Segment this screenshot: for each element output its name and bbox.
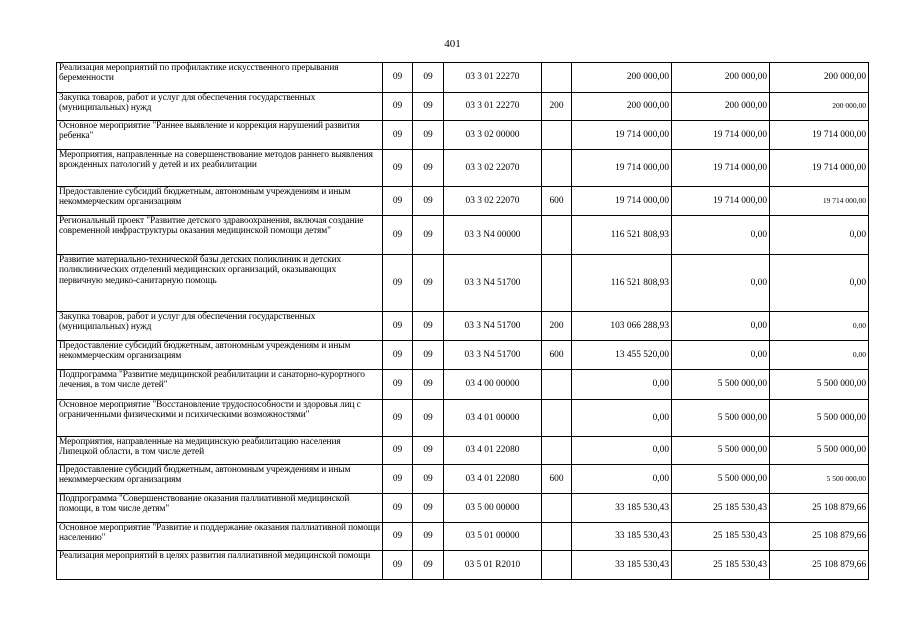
subsection-code-cell: 09 — [413, 150, 444, 187]
row-name-cell: Закупка товаров, работ и услуг для обеспечения государственных (муниципальных) нужд — [57, 312, 383, 341]
amount-year1-cell: 19 714 000,00 — [572, 150, 672, 187]
section-code-cell: 09 — [383, 216, 413, 255]
expense-type-cell: 600 — [542, 341, 572, 370]
subsection-code-cell: 09 — [413, 63, 444, 93]
amount-year1-cell: 116 521 808,93 — [572, 255, 672, 312]
amount-year1-cell: 0,00 — [572, 437, 672, 465]
subsection-code-cell: 09 — [413, 437, 444, 465]
section-code-cell: 09 — [383, 551, 413, 580]
expense-type-cell: 600 — [542, 465, 572, 494]
row-name-cell: Мероприятия, направленные на медицинскую реабилитацию населения Липецкой области, в том числе детей — [57, 437, 383, 465]
amount-year2-cell: 5 500 000,00 — [672, 465, 770, 494]
target-article-cell: 03 5 00 00000 — [444, 494, 542, 523]
amount-year2-cell: 19 714 000,00 — [672, 187, 770, 216]
target-article-cell: 03 4 01 22080 — [444, 465, 542, 494]
amount-year2-cell: 200 000,00 — [672, 93, 770, 121]
budget-table — [56, 62, 869, 580]
section-code-cell: 09 — [383, 121, 413, 150]
section-code-cell: 09 — [383, 93, 413, 121]
amount-year1-cell: 19 714 000,00 — [572, 121, 672, 150]
amount-year1-cell: 0,00 — [572, 400, 672, 437]
target-article-cell: 03 3 02 00000 — [444, 121, 542, 150]
subsection-code-cell: 09 — [413, 93, 444, 121]
expense-type-cell — [542, 216, 572, 255]
row-name-cell: Подпрограмма "Развитие медицинской реабилитации и санаторно-курортного лечения, в том числе детей" — [57, 370, 383, 400]
section-code-cell: 09 — [383, 63, 413, 93]
subsection-code-cell: 09 — [413, 255, 444, 312]
row-name-cell: Основное мероприятие "Развитие и поддержание оказания паллиативной помощи населению" — [57, 523, 383, 551]
subsection-code-cell: 09 — [413, 121, 444, 150]
expense-type-cell: 200 — [542, 93, 572, 121]
table-row — [57, 494, 869, 523]
table-row — [57, 63, 869, 93]
subsection-code-cell: 09 — [413, 370, 444, 400]
row-name-cell: Реализация мероприятий в целях развития паллиативной медицинской помощи — [57, 551, 383, 580]
amount-year1-cell: 116 521 808,93 — [572, 216, 672, 255]
table-row — [57, 370, 869, 400]
target-article-cell: 03 3 N4 51700 — [444, 341, 542, 370]
row-name-cell: Основное мероприятие "Восстановление трудоспособности и здоровья лиц с ограниченными физическими и психическими возможностями" — [57, 400, 383, 437]
expense-type-cell — [542, 494, 572, 523]
amount-year2-cell: 19 714 000,00 — [672, 150, 770, 187]
target-article-cell: 03 3 01 22270 — [444, 93, 542, 121]
expense-type-cell — [542, 523, 572, 551]
table-row — [57, 465, 869, 494]
amount-year1-cell: 0,00 — [572, 370, 672, 400]
section-code-cell: 09 — [383, 494, 413, 523]
row-name-cell: Закупка товаров, работ и услуг для обеспечения государственных (муниципальных) нужд — [57, 93, 383, 121]
row-name-cell: Развитие материально-технической базы детских поликлиник и детских поликлинических отделений медицинских организаций, оказывающих первичную медико-санитарную помощь — [57, 255, 383, 312]
amount-year3-cell: 25 108 879,66 — [770, 523, 869, 551]
amount-year2-cell: 0,00 — [672, 255, 770, 312]
expense-type-cell — [542, 150, 572, 187]
subsection-code-cell: 09 — [413, 312, 444, 341]
table-row — [57, 216, 869, 255]
table-row — [57, 523, 869, 551]
section-code-cell: 09 — [383, 150, 413, 187]
amount-year2-cell: 5 500 000,00 — [672, 400, 770, 437]
amount-year2-cell: 5 500 000,00 — [672, 370, 770, 400]
amount-year2-cell: 25 185 530,43 — [672, 551, 770, 580]
amount-year1-cell: 33 185 530,43 — [572, 494, 672, 523]
table-row — [57, 312, 869, 341]
amount-year1-cell: 103 066 288,93 — [572, 312, 672, 341]
target-article-cell: 03 4 00 00000 — [444, 370, 542, 400]
amount-year2-cell: 25 185 530,43 — [672, 494, 770, 523]
subsection-code-cell: 09 — [413, 494, 444, 523]
section-code-cell: 09 — [383, 465, 413, 494]
expense-type-cell — [542, 551, 572, 580]
row-name-cell: Предоставление субсидий бюджетным, автономным учреждениям и иным некоммерческим организациям — [57, 187, 383, 216]
amount-year1-cell: 33 185 530,43 — [572, 523, 672, 551]
target-article-cell: 03 3 02 22070 — [444, 187, 542, 216]
amount-year1-cell: 13 455 520,00 — [572, 341, 672, 370]
target-article-cell: 03 3 01 22270 — [444, 63, 542, 93]
amount-year3-cell: 25 108 879,66 — [770, 494, 869, 523]
expense-type-cell: 600 — [542, 187, 572, 216]
amount-year3-cell: 19 714 000,00 — [770, 150, 869, 187]
section-code-cell: 09 — [383, 400, 413, 437]
section-code-cell: 09 — [383, 255, 413, 312]
amount-year3-cell: 0,00 — [770, 341, 869, 370]
subsection-code-cell: 09 — [413, 551, 444, 580]
target-article-cell: 03 3 N4 51700 — [444, 255, 542, 312]
target-article-cell: 03 5 01 R2010 — [444, 551, 542, 580]
row-name-cell: Подпрограмма "Совершенствование оказания паллиативной медицинской помощи, в том числе детям" — [57, 494, 383, 523]
amount-year3-cell: 200 000,00 — [770, 63, 869, 93]
amount-year2-cell: 0,00 — [672, 312, 770, 341]
row-name-cell: Региональный проект "Развитие детского здравоохранения, включая создание современной инфраструктуры оказания медицинской помощи детям" — [57, 216, 383, 255]
amount-year3-cell: 5 500 000,00 — [770, 465, 869, 494]
row-name-cell: Реализация мероприятий по профилактике искусственного прерывания беременности — [57, 63, 383, 93]
target-article-cell: 03 5 01 00000 — [444, 523, 542, 551]
subsection-code-cell: 09 — [413, 216, 444, 255]
table-row — [57, 255, 869, 312]
row-name-cell: Предоставление субсидий бюджетным, автономным учреждениям и иным некоммерческим организациям — [57, 341, 383, 370]
expense-type-cell — [542, 63, 572, 93]
expense-type-cell — [542, 437, 572, 465]
row-name-cell: Мероприятия, направленные на совершенствование методов раннего выявления врожденных патологий у детей и их реабилитации — [57, 150, 383, 187]
target-article-cell: 03 3 02 22070 — [444, 150, 542, 187]
row-name-cell: Предоставление субсидий бюджетным, автономным учреждениям и иным некоммерческим организациям — [57, 465, 383, 494]
amount-year1-cell: 33 185 530,43 — [572, 551, 672, 580]
amount-year3-cell: 0,00 — [770, 255, 869, 312]
section-code-cell: 09 — [383, 523, 413, 551]
table-row — [57, 400, 869, 437]
section-code-cell: 09 — [383, 187, 413, 216]
amount-year1-cell: 200 000,00 — [572, 93, 672, 121]
subsection-code-cell: 09 — [413, 523, 444, 551]
amount-year1-cell: 19 714 000,00 — [572, 187, 672, 216]
target-article-cell: 03 4 01 00000 — [444, 400, 542, 437]
amount-year3-cell: 19 714 000,00 — [770, 121, 869, 150]
amount-year1-cell: 0,00 — [572, 465, 672, 494]
subsection-code-cell: 09 — [413, 400, 444, 437]
amount-year2-cell: 0,00 — [672, 341, 770, 370]
subsection-code-cell: 09 — [413, 341, 444, 370]
amount-year2-cell: 5 500 000,00 — [672, 437, 770, 465]
section-code-cell: 09 — [383, 370, 413, 400]
amount-year3-cell: 19 714 000,00 — [770, 187, 869, 216]
amount-year3-cell: 5 500 000,00 — [770, 370, 869, 400]
expense-type-cell: 200 — [542, 312, 572, 341]
target-article-cell: 03 3 N4 51700 — [444, 312, 542, 341]
amount-year3-cell: 5 500 000,00 — [770, 400, 869, 437]
section-code-cell: 09 — [383, 312, 413, 341]
amount-year3-cell: 200 000,00 — [770, 93, 869, 121]
row-name-cell: Основное мероприятие "Раннее выявление и коррекция нарушений развития ребенка" — [57, 121, 383, 150]
target-article-cell: 03 4 01 22080 — [444, 437, 542, 465]
amount-year2-cell: 200 000,00 — [672, 63, 770, 93]
page-number: 401 — [444, 38, 461, 50]
amount-year1-cell: 200 000,00 — [572, 63, 672, 93]
amount-year3-cell: 5 500 000,00 — [770, 437, 869, 465]
table-body — [57, 63, 869, 580]
table-row — [57, 150, 869, 187]
expense-type-cell — [542, 255, 572, 312]
expense-type-cell — [542, 370, 572, 400]
expense-type-cell — [542, 400, 572, 437]
table-row — [57, 187, 869, 216]
section-code-cell: 09 — [383, 437, 413, 465]
table-row — [57, 551, 869, 580]
amount-year2-cell: 25 185 530,43 — [672, 523, 770, 551]
table-row — [57, 93, 869, 121]
expense-type-cell — [542, 121, 572, 150]
table-row — [57, 121, 869, 150]
amount-year2-cell: 0,00 — [672, 216, 770, 255]
amount-year3-cell: 25 108 879,66 — [770, 551, 869, 580]
target-article-cell: 03 3 N4 00000 — [444, 216, 542, 255]
amount-year3-cell: 0,00 — [770, 312, 869, 341]
amount-year3-cell: 0,00 — [770, 216, 869, 255]
table-row — [57, 341, 869, 370]
amount-year2-cell: 19 714 000,00 — [672, 121, 770, 150]
section-code-cell: 09 — [383, 341, 413, 370]
subsection-code-cell: 09 — [413, 465, 444, 494]
subsection-code-cell: 09 — [413, 187, 444, 216]
table-row — [57, 437, 869, 465]
